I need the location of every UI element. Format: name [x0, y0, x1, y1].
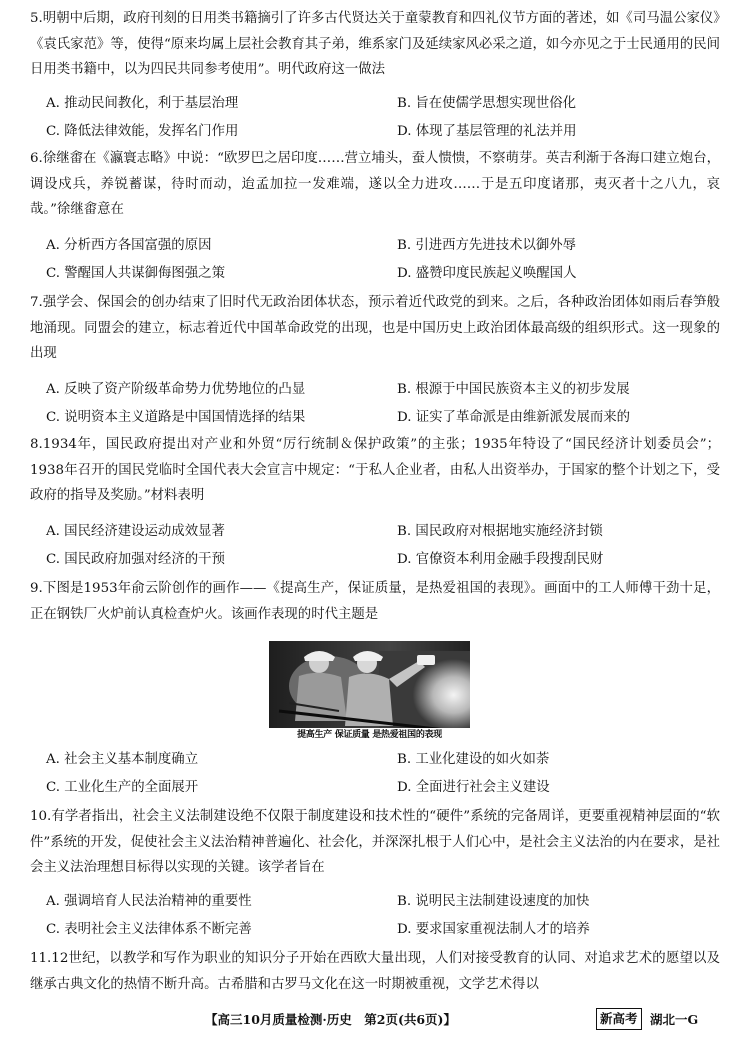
question-stem: 7.强学会、保国会的创办结束了旧时代无政治团体状态，预示着近代政党的到来。之后，各种政治团体如雨后春笋般地涌现。同盟会的建立，标志着近代中国革命政党的出现，也是中国历史上政治团体最高级的组织形式。这一现象的出现: [30, 295, 720, 362]
question-5: [30, 6, 720, 83]
option-a: A. 社会主义基本制度确立: [46, 752, 199, 767]
footer-badge: 新高考: [596, 1008, 642, 1030]
question-stem: 6.徐继畬在《瀛寰志略》中说：“欧罗巴之居印度……营立埔头，蚕人愦愦，不察萌芽。英吉利渐于各海口建立炮台，调设戍兵，养锐蓄谋，待时而动，迨孟加拉一发难端，遂以全力进攻……于是五印度诸那，夷灭者十之八九，哀哉。”徐继畬意在: [30, 151, 720, 218]
option-a: A. 国民经济建设运动成效显著: [46, 524, 225, 539]
question-7-options: [46, 376, 716, 432]
question-stem: 8.1934年，国民政府提出对产业和外贸“厉行统制＆保护政策”的主张；1935年特设了“国民经济计划委员会”；1938年召开的国民党临时全国代表大会宣言中规定：“于私人企业者，由私人出资举办，于国家的整个计划之下，受政府的指导及奖励。”材料表明: [30, 437, 720, 504]
option-c: C. 降低法律效能，发挥名门作用: [46, 124, 239, 139]
option-b: B. 说明民主法制建设速度的加快: [397, 894, 590, 909]
question-6-options: [46, 232, 716, 288]
option-a: A. 分析西方各国富强的原因: [46, 238, 212, 253]
option-b: B. 国民政府对根据地实施经济封锁: [397, 524, 603, 539]
question-stem: 5.明朝中后期，政府刊刻的日用类书籍摘引了许多古代贤达关于童蒙教育和四礼仪节方面的著述，如《司马温公家仪》《袁氏家范》等，使得“原来均属上层社会教育其子弟，维系家门及延续家风必采之道，如今亦见之于士民通用的民间日用类书籍中，以为四民共同参考使用”。明代政府这一做法: [30, 11, 720, 78]
question-11: [30, 946, 720, 997]
question-9-options: [46, 746, 716, 802]
question-10: [30, 804, 720, 881]
option-c: C. 说明资本主义道路是中国国情选择的结果: [46, 410, 306, 425]
option-c: C. 警醒国人共谋御侮图强之策: [46, 266, 225, 281]
option-c: C. 工业化生产的全面展开: [46, 780, 199, 795]
option-b: B. 引进西方先进技术以御外辱: [397, 238, 577, 253]
option-d: D. 证实了革命派是由维新派发展而来的: [397, 410, 631, 425]
question-stem: 9.下图是1953年俞云阶创作的画作——《提高生产，保证质量，是热爱祖国的表现》。画面中的工人师傅干劲十足，正在钢铁厂火炉前认真检查炉火。该画作表现的时代主题是: [30, 581, 720, 622]
page-footer: [0, 1008, 739, 1032]
question-6: [30, 146, 720, 223]
option-d: D. 官僚资本利用金融手段搜刮民财: [397, 552, 604, 567]
question-5-options: [46, 90, 716, 146]
question-8-options: [46, 518, 716, 574]
question-7: [30, 290, 720, 367]
question-10-options: [46, 888, 716, 944]
footer-region: 湖北一G: [650, 1012, 699, 1027]
option-d: D. 要求国家重视法制人才的培养: [397, 922, 590, 937]
option-a: A. 反映了资产阶级革命势力优势地位的凸显: [46, 382, 306, 397]
question-9: [30, 576, 720, 627]
option-d: D. 体现了基层管理的礼法并用: [397, 124, 577, 139]
option-a: A. 推动民间教化，利于基层治理: [46, 96, 239, 111]
option-c: C. 表明社会主义法律体系不断完善: [46, 922, 252, 937]
option-d: D. 盛赞印度民族起义唤醒国人: [397, 266, 577, 281]
question-8: [30, 432, 720, 509]
footer-title: 【高三10月质量检测·历史 第2页(共6页)】: [205, 1012, 456, 1027]
question-stem: 11.12世纪，以教学和写作为职业的知识分子开始在西欧大量出现，人们对接受教育的认同、对追求艺术的愿望以及继承古典文化的热情不断升高。古希腊和古罗马文化在这一时期被重视，文学艺术得以: [30, 951, 720, 992]
question-stem: 10.有学者指出，社会主义法制建设绝不仅限于制度建设和技术性的“硬件”系统的完备周详，更要重视精神层面的“软件”系统的开发，促使社会主义法治精神普遍化、社会化，并深深扎根于人们心中，是社会主义法治的内在要求，是社会主义法治理想目标得以实现的关键。该学者旨在: [30, 809, 720, 876]
option-b: B. 工业化建设的如火如荼: [397, 752, 550, 767]
option-c: C. 国民政府加强对经济的干预: [46, 552, 225, 567]
option-b: B. 根源于中国民族资本主义的初步发展: [397, 382, 630, 397]
painting-image: [269, 641, 470, 742]
option-a: A. 强调培育人民法治精神的重要性: [46, 894, 252, 909]
painting-caption: 提高生产 保证质量 是热爱祖国的表现: [269, 728, 470, 742]
option-d: D. 全面进行社会主义建设: [397, 780, 550, 795]
option-b: B. 旨在使儒学思想实现世俗化: [397, 96, 577, 111]
